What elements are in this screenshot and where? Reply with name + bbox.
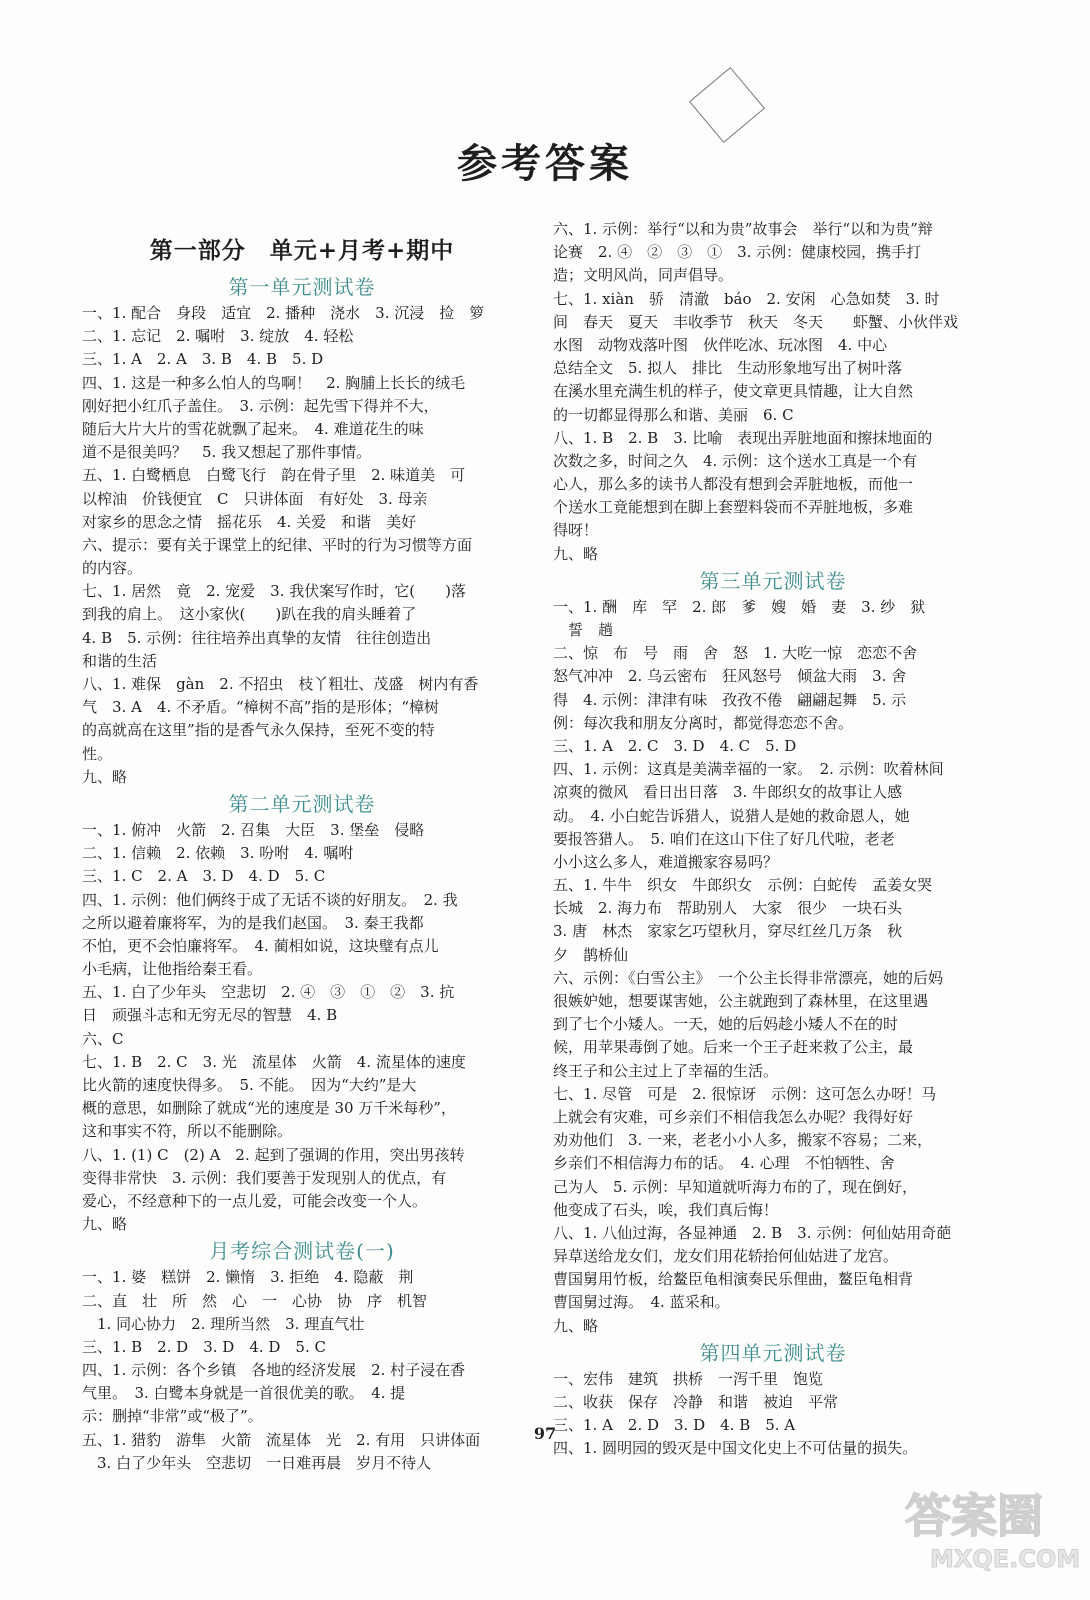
- answer-line: 五、1. 猎豹 游隼 火箭 流星体 光 2. 有用 只讲体面: [82, 1430, 481, 1449]
- answer-line: 五、1. 牛牛 织女 牛郎织女 示例：白蛇传 孟姜女哭: [553, 876, 933, 895]
- page-number: 97: [533, 1424, 557, 1443]
- answer-line: 他变成了石头，唉，我们真后悔！: [553, 1200, 779, 1219]
- answer-line: 的一切都显得那么和谐、美丽 6. C: [553, 405, 794, 424]
- answer-line: 一、1. 酬 库 罕 2. 郎 爹 嫂 婚 妻 3. 纱 狱: [553, 597, 926, 616]
- answer-line: 长城 2. 海力布 帮助别人 大家 很少 一块石头: [553, 899, 903, 918]
- answer-line: 爱心，不经意种下的一点儿爱，可能会改变一个人。: [82, 1191, 428, 1210]
- answer-line: 五、1. 白鹭栖息 白鹭飞行 韵在骨子里 2. 味道美 可: [82, 466, 466, 485]
- answer-line: 的内容。: [82, 559, 143, 578]
- right-column: [553, 218, 993, 1461]
- answer-line: 乡亲们不相信海力布的话。 4. 心理 不怕牺牲、舍: [553, 1154, 895, 1173]
- answer-line: 六、提示：要有关于课堂上的纪律、平时的行为习惯等方面: [82, 535, 473, 554]
- section-title: 第四单元测试卷: [699, 1340, 847, 1365]
- page-title: 参考答案: [457, 140, 633, 187]
- answer-line: 在溪水里充满生机的样子，使文章更具情趣，让大自然: [553, 382, 914, 401]
- answer-line: 九、略: [82, 767, 128, 786]
- answer-line: 九、略: [553, 1316, 599, 1335]
- answer-line: 九、略: [553, 544, 599, 563]
- answer-line: 1. 同心协力 2. 理所当然 3. 理直气壮: [82, 1314, 365, 1333]
- answer-line: 二、1. 忘记 2. 嘱咐 3. 绽放 4. 轻松: [82, 327, 354, 346]
- answer-line: 四、1. 示例：他们俩终于成了无话不谈的好朋友。 2. 我: [82, 890, 458, 909]
- answer-line: 三、1. C 2. A 3. D 4. D 5. C: [82, 867, 326, 886]
- answer-line: 怒气冲冲 2. 乌云密布 狂风怒号 倾盆大雨 3. 舍: [553, 667, 907, 686]
- answer-line: 上就会有灾难，可乡亲们不相信我怎么办呢？我得好好: [553, 1107, 914, 1126]
- answer-line: 八、1. 难保 gàn 2. 不招虫 枝丫粗壮、茂盛 树内有香: [82, 675, 479, 693]
- answer-line: 要报答猎人。 5. 咱们在这山下住了好几代啦，老老: [553, 829, 895, 848]
- answer-line: 夕 鹊桥仙: [553, 945, 629, 964]
- answer-line: 七、1. xiàn 骄 清澈 báo 2. 安闲 心急如焚 3. 时: [553, 289, 940, 308]
- answer-line: 和谐的生活: [82, 651, 158, 670]
- answer-line: 以榨油 价钱便宜 C 只讲体面 有好处 3. 母亲: [82, 489, 428, 508]
- answer-line: 候，用苹果毒倒了她。后来一个王子赶来救了公主，最: [553, 1038, 914, 1057]
- answer-line: 二、惊 布 号 雨 舍 怒 1. 大吃一惊 恋恋不舍: [553, 644, 918, 663]
- left-column: [82, 230, 522, 1475]
- answer-line: 三、1. A 2. D 3. D 4. B 5. A: [553, 1416, 796, 1435]
- answer-line: 己为人 5. 示例：早知道就听海力布的了，现在倒好，: [553, 1177, 918, 1196]
- answer-line: 一、1. 婆 糕饼 2. 懒惰 3. 拒绝 4. 隐蔽 荆: [82, 1268, 414, 1287]
- answer-line: 七、1. 尽管 可是 2. 很惊讶 示例：这可怎么办呀！马: [553, 1084, 937, 1103]
- answer-line: 示：删掉“非常”或“极了”。: [82, 1407, 263, 1426]
- answer-line: 终王子和公主过上了幸福的生活。: [553, 1061, 779, 1080]
- answer-line: 得 4. 示例：津津有味 孜孜不倦 翩翩起舞 5. 示: [553, 690, 907, 709]
- section-title: 第一单元测试卷: [228, 275, 376, 299]
- answer-line: 六、C: [82, 1029, 124, 1048]
- answer-line: 四、1. 圆明园的毁灭是中国文化史上不可估量的损失。: [553, 1439, 918, 1458]
- answer-line: 日 顽强斗志和无穷无尽的智慧 4. B: [82, 1006, 338, 1025]
- answer-line: 一、1. 俯冲 火箭 2. 召集 大臣 3. 堡垒 侵略: [82, 820, 425, 839]
- answer-line: 水图 动物戏落叶图 伙伴吃冰、玩冰图 4. 中心: [553, 335, 888, 354]
- answer-line: 誓 趟: [553, 621, 614, 639]
- answer-line: 曹国舅过海。 4. 蓝采和。: [553, 1293, 730, 1312]
- section-title: 第二单元测试卷: [228, 791, 376, 816]
- answer-line: 变得非常快 3. 示例：我们要善于发现别人的优点，有: [82, 1168, 447, 1187]
- answer-line: 气 3. A 4. 不矛盾。“樟树不高”指的是形体；“樟树: [82, 698, 439, 717]
- answer-line: 一、宏伟 建筑 拱桥 一泻千里 饱览: [553, 1369, 824, 1388]
- answer-line: 小小这么多人，难道搬家容易吗？: [553, 852, 779, 871]
- answer-line: 4. B 5. 示例：往往培养出真挚的友情 往往创造出: [82, 628, 432, 647]
- part-heading: 第一部分 单元+月考+期中: [149, 237, 455, 264]
- answer-line: 二、直 壮 所 然 心 一 心协 协 序 机智: [82, 1291, 428, 1310]
- answer-line: 七、1. B 2. C 3. 光 流星体 火箭 4. 流星体的速度: [82, 1052, 466, 1071]
- answer-line: 论赛 2. ④ ② ③ ① 3. 示例：健康校园，携手打: [553, 243, 922, 262]
- answer-line: 一、1. 配合 身段 适宜 2. 播种 浇水 3. 沉浸 捡 箩: [82, 304, 485, 322]
- answer-line: 九、略: [82, 1215, 128, 1234]
- answer-line: 三、1. A 2. C 3. D 4. C 5. D: [553, 736, 797, 755]
- section-title: 第三单元测试卷: [699, 568, 847, 593]
- answer-line: 心人，那么多的读书人都没有想到会弄脏地板，而他一: [553, 475, 914, 494]
- answer-line: 动。 4. 小白蛇告诉猎人，说猎人是她的救命恩人，她: [553, 806, 910, 825]
- answer-line: 个送水工竟能想到在脚上套塑料袋而不弄脏地板，多难: [553, 498, 914, 517]
- answer-line: 概的意思，如删除了就成“光的速度是 30 万千米每秒”，: [82, 1099, 456, 1118]
- answer-line: 异草送给龙女们，龙女们用花轿抬何仙姑进了龙宫。: [553, 1247, 899, 1266]
- answer-line: 六、示例：《白雪公主》 一个公主长得非常漂亮，她的后妈: [553, 968, 944, 987]
- answer-line: 的高就高在这里”指的是香气永久保持，至死不变的特: [82, 721, 435, 740]
- section-title: 月考综合测试卷(一): [209, 1239, 395, 1264]
- answer-line: 3. 白了少年头 空悲切 一日难再晨 岁月不待人: [82, 1453, 432, 1472]
- answer-line: 例：每次我和朋友分离时，都觉得恋恋不舍。: [553, 713, 854, 732]
- answer-line: 八、1. B 2. B 3. 比喻 表现出弄脏地面和擦抹地面的: [553, 428, 933, 447]
- answer-line: 不怕，更不会怕廉将军。 4. 蔺相如说，这块璧有点儿: [82, 936, 439, 955]
- answer-line: 道不是很美吗？ 5. 我又想起了那件事情。: [82, 443, 372, 462]
- answer-line: 二、1. 信赖 2. 依赖 3. 吩咐 4. 嘱咐: [82, 844, 354, 863]
- answer-line: 气里。 3. 白鹭本身就是一首很优美的歌。 4. 提: [82, 1384, 406, 1403]
- answer-line: 到我的肩上。 这小家伙( )趴在我的肩头睡着了: [82, 605, 417, 624]
- answer-line: 随后大片大片的雪花就飘了起来。 4. 难道花生的味: [82, 419, 424, 438]
- answer-line: 三、1. A 2. A 3. B 4. B 5. D: [82, 350, 324, 369]
- answer-line: 二、收获 保存 冷静 和谐 被迫 平常: [553, 1393, 839, 1411]
- answer-line: 比火箭的速度快得多。 5. 不能。 因为“大约”是大: [82, 1076, 417, 1094]
- answer-line: 小毛病，让他指给秦王看。: [82, 960, 263, 979]
- watermark-url: MXQE.COM: [930, 1545, 1081, 1573]
- answer-line: 劝劝他们 3. 一来，老老小小人多，搬家不容易；二来，: [553, 1131, 933, 1150]
- answer-line: 这和事实不符，所以不能删除。: [82, 1122, 293, 1141]
- answer-line: 曹国舅用竹板，给鳌臣龟相演奏民乐俚曲，鳌臣龟相背: [553, 1270, 914, 1289]
- answer-line: 凉爽的微风 看日出日落 3. 牛郎织女的故事让人感: [553, 783, 903, 802]
- answer-line: 性。: [82, 744, 113, 763]
- answer-line: 八、1. 八仙过海，各显神通 2. B 3. 示例：何仙姑用奇葩: [553, 1223, 952, 1242]
- answer-line: 3. 唐 林杰 家家乞巧望秋月，穿尽红丝几万条 秋: [553, 922, 903, 941]
- answer-line: 对家乡的思念之情 摇花乐 4. 关爱 和谐 美好: [82, 512, 417, 531]
- answer-line: 到了七个小矮人。一天，她的后妈趁小矮人不在的时: [553, 1015, 899, 1034]
- answer-line: 四、1. 示例：各个乡镇 各地的经济发展 2. 村子浸在香: [82, 1361, 466, 1380]
- answer-line: 得呀！: [553, 521, 599, 540]
- answer-line: 三、1. B 2. D 3. D 4. D 5. C: [82, 1337, 326, 1356]
- answer-line: 次数之多，时间之久 4. 示例：这个送水工真是一个有: [553, 451, 918, 470]
- watermark-logo: 答案圈: [905, 1489, 1043, 1543]
- answer-line: 六、1. 示例：举行“以和为贵”故事会 举行“以和为贵”辩: [553, 220, 933, 238]
- answer-line: 刚好把小红爪子盖住。 3. 示例：起先雪下得并不大，: [82, 396, 439, 415]
- answer-line: 间 春天 夏天 丰收季节 秋天 冬天 虾蟹、小伙伴戏: [553, 312, 959, 331]
- answer-line: 五、1. 白了少年头 空悲切 2. ④ ③ ① ② 3. 抗: [82, 983, 455, 1002]
- answer-line: 四、1. 这是一种多么怕人的鸟啊！ 2. 胸脯上长长的绒毛: [82, 373, 466, 392]
- answer-line: 之所以避着廉将军，为的是我们赵国。 3. 秦王我都: [82, 913, 424, 932]
- answer-line: 很嫉妒她，想要谋害她，公主就跑到了森林里，在这里遇: [553, 992, 929, 1010]
- answer-line: 七、1. 居然 竟 2. 宠爱 3. 我伏案写作时，它( )落: [82, 582, 466, 601]
- answer-line: 八、1. (1) C (2) A 2. 起到了强调的作用，突出男孩转: [82, 1145, 465, 1164]
- answer-line: 总结全文 5. 拟人 排比 生动形象地写出了树叶落: [553, 359, 903, 378]
- answer-line: 四、1. 示例：这真是美满幸福的一家。 2. 示例：吹着林间: [553, 760, 944, 779]
- answer-line: 造；文明风尚，同声倡导。: [553, 266, 734, 285]
